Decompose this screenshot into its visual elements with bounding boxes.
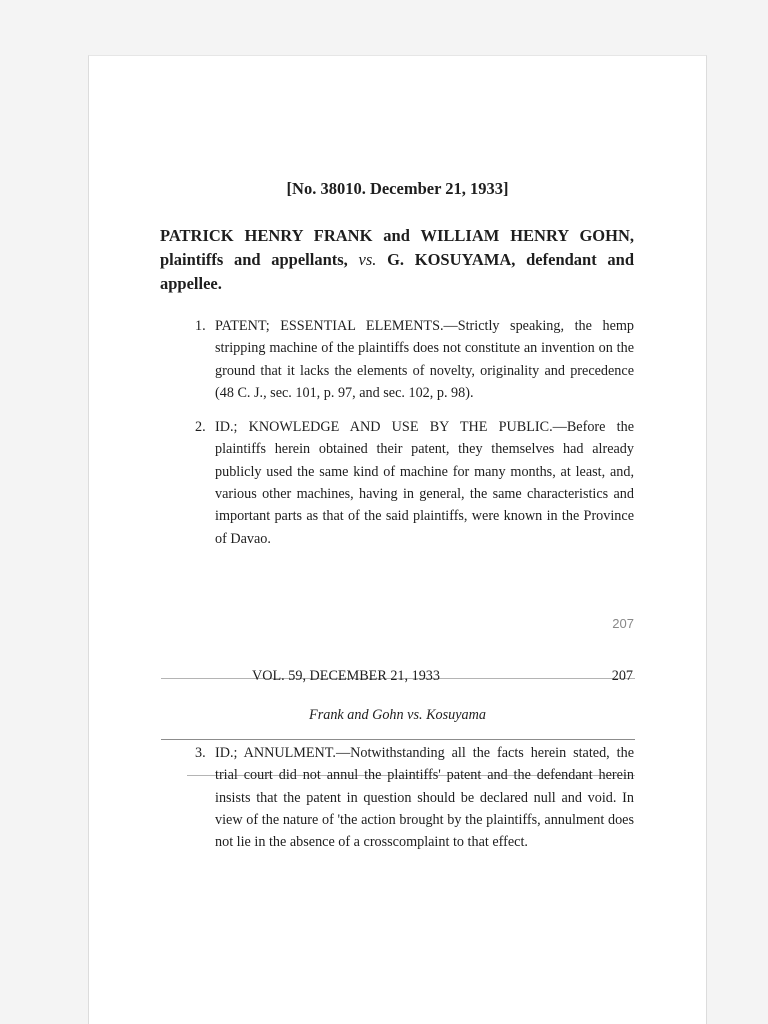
page-number: 207 <box>612 616 634 631</box>
syllabus-text: PATENT; ESSENTIAL ELEMENTS.—Strictly speaking, the hemp stripping machine of the plaintiffs does not constitute an invention on the ground that it lacks the elements of novelty, originality and precedence (48 C. J., sec. 101, p. 97, and sec. 102, p. 98). <box>215 318 634 401</box>
header-rule <box>161 739 635 740</box>
syllabus-item <box>160 315 634 404</box>
syllabus-number: 1. <box>195 318 206 334</box>
syllabus-item <box>160 416 634 550</box>
syllabus-list <box>160 742 634 865</box>
syllabus-number: 3. <box>195 745 206 761</box>
parties-appellants: PATRICK HENRY FRANK and WILLIAM HENRY GOHN, plaintiffs and appellants, <box>160 226 634 269</box>
syllabus-list <box>160 315 634 562</box>
syllabus-number: 2. <box>195 419 206 436</box>
running-head-volume: VOL. 59, DECEMBER 21, 1933 <box>252 668 440 684</box>
syllabus-item <box>160 742 634 853</box>
syllabus-text: ID.; ANNULMENT.—Notwithstanding all the facts herein stated, the trial court did not annul the plaintiffs' patent and the defendant herein insists that the patent in question should be declared null and void. In view of the nature of 'the action brought by the plaintiffs, annulment does not lie in the absence of a crosscomplaint to that effect. <box>215 745 634 851</box>
parties-versus: vs. <box>358 250 377 269</box>
syllabus-text: ID.; KNOWLEDGE AND USE BY THE PUBLIC.—Before the plaintiffs herein obtained their patent, they themselves had already publicly used the same kind of machine for many months, at least, and, various other machines, having in general, the same characteristics and important parts as that of the said plaintiffs, were known in the Province of Davao. <box>215 419 634 547</box>
case-parties <box>160 224 634 296</box>
parties-appellee: G. KOSUYAMA, defendant and appellee. <box>160 250 635 293</box>
running-head-title: Frank and Gohn vs. Kosuyama <box>309 707 486 723</box>
document-page <box>88 55 707 1024</box>
running-head-page: 207 <box>611 668 633 684</box>
case-number: [No. 38010. December 21, 1933] <box>286 179 509 198</box>
